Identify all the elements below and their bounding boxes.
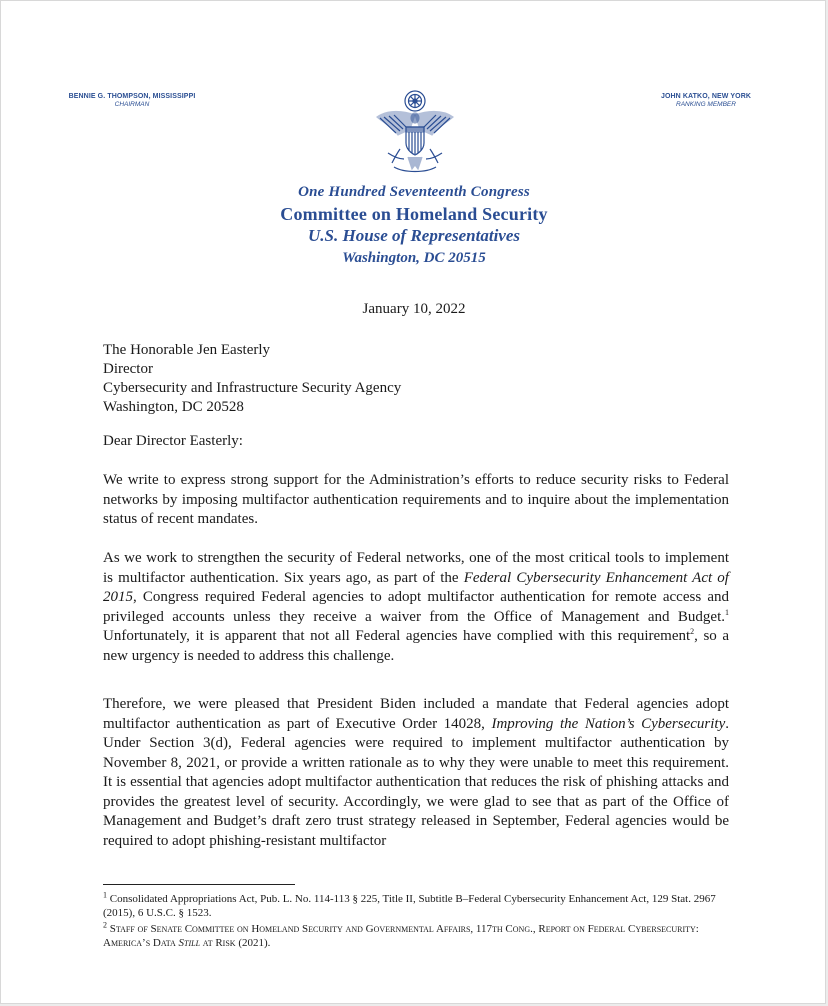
congress-line: One Hundred Seventeenth Congress [298,184,530,200]
footnote-2-text-b: at Risk [200,937,236,949]
chairman-role: CHAIRMAN [114,101,150,108]
salutation: Dear Director Easterly: [103,433,243,449]
footnote-1-text: Consolidated Appropriations Act, Pub. L. No. 114-113 § 225, Title II, Subtitle B–Federal Cybersecurity Enhancement Act, 129 Stat. 2967 (2015), 6 U.S.C. § 1523. [103,893,716,919]
footnote-2-text-c: (2021). [235,937,271,949]
recipient-city: Washington, DC 20528 [103,399,244,415]
executive-order-title: Improving the Nation’s Cybersecurity [491,715,726,732]
recipient-title: Director [103,361,153,377]
paragraph-3-text-b: . Under Section 3(d), Federal agencies were required to implement multifactor authentication by November 8, 2021, or provide a written rationale as to why they were unable to meet this requirement. It is essential that agencies adopt multifactor authentication that reduces the risk of phishing attacks and provides the greatest level of security. Accordingly, we were glad to see that as part of the Office of Management and Budget’s draft zero trust strategy released in September, Federal agencies would be required to adopt phishing-resistant multifactor [103,715,730,849]
footnote-ref-1: 1 [725,607,729,617]
act-title: Federal Cybersecurity Enhancement Act of 2015 [103,569,729,605]
footnote-2 [103,922,739,950]
letter-date: January 10, 2022 [362,301,466,317]
committee-line: Committee on Homeland Security [280,204,548,224]
chairman-name: BENNIE G. THOMPSON, MISSISSIPPI [68,93,196,100]
footnote-2-text-a: Staff of Senate Committee on Homeland Security and Governmental Affairs, 117th Cong., Report on Federal Cybersecurity: America’s Data [103,923,699,949]
chairman-block [47,93,217,108]
footnote-divider [103,884,295,885]
paragraph-2-text-b: , Congress required Federal agencies to adopt multifactor authentication for remote access and privileged accounts unless they receive a waiver from the Office of Management and Budget. [103,589,729,625]
address-line: Washington, DC 20515 [342,250,486,266]
recipient-name: The Honorable Jen Easterly [103,342,271,358]
ranking-member-block [641,93,771,108]
paragraph-2-text-a: As we work to strengthen the security of Federal networks, one of the most critical tools to implement is multifactor authentication. Six years ago, as part of the [103,550,729,586]
ranking-member-role: RANKING MEMBER [676,101,736,108]
letterhead [151,181,677,269]
paragraph-3-text-a: Therefore, we were pleased that President Biden included a mandate that Federal agencies adopt multifactor authentication as part of Executive Order 14028, [103,696,729,732]
great-seal-eagle-icon [374,89,456,175]
footnotes [103,892,739,952]
ranking-member-name: JOHN KATKO, NEW YORK [660,93,752,100]
footnote-2-italic: Still [178,937,201,949]
footnote-2-number: 2 [103,920,107,930]
footnote-ref-2: 2 [690,627,695,636]
footnote-1-number: 1 [103,890,107,900]
recipient-agency: Cybersecurity and Infrastructure Security Agency [103,380,402,396]
footnote-1 [103,892,739,920]
paragraph-3 [103,695,729,851]
recipient-address [103,341,401,417]
house-line: U.S. House of Representatives [307,226,521,245]
paragraph-2-text-d: , so a new urgency is needed to address this challenge. [103,628,729,664]
paragraph-2 [103,549,729,666]
paragraph-2-text-c: Unfortunately, it is apparent that not all Federal agencies have complied with this requirement [103,628,691,644]
paragraph-1: We write to express strong support for the Administration’s efforts to reduce security risks to Federal networks by imposing multifactor authentication requirements and to inquire about the implementation status of recent mandates. [103,472,729,527]
